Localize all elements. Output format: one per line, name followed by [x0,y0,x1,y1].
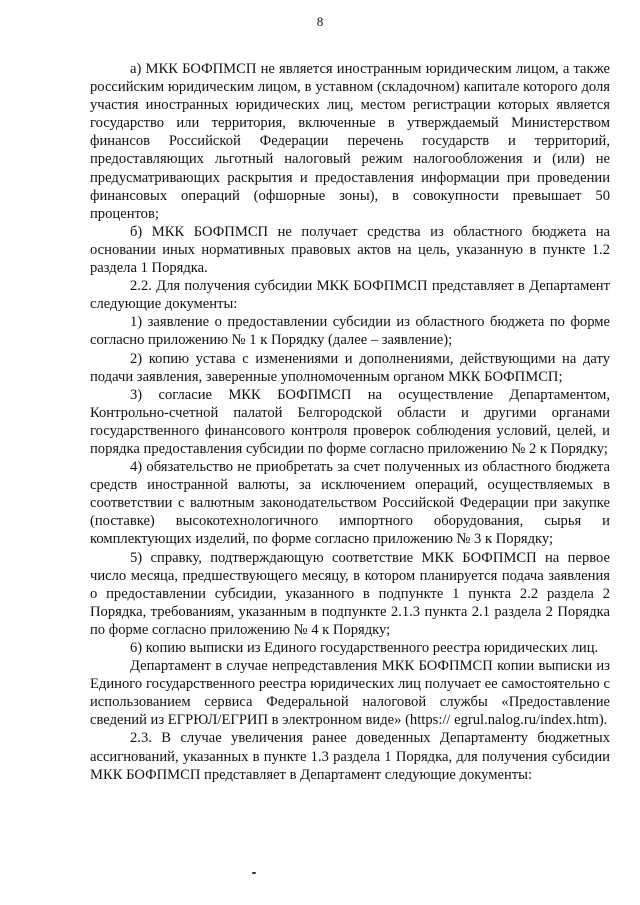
list-item-2: 2) копию устава с изменениями и дополнениями, действующими на дату подачи заявления, заверенные уполномоченным органом МКК БОФПМСП; [90,350,610,385]
list-item-5: 5) справку, подтверждающую соответствие МКК БОФПМСП на первое число месяца, предшествующего месяцу, в котором планируется подача заявления о предоставлении субсидии, указанного в подпункте 1 пункта 2.2 раздела 2 Порядка, требованиям, указанным в подпункте 2.1.3 пункта 2.1 раздела 2 Порядка по форме согласно приложению № 4 к Порядку; [90,549,610,638]
paragraph-a-clause: а) МКК БОФПМСП не является иностранным юридическим лицом, а также российским юридическим лицом, в уставном (складочном) капитале которого доля участия иностранных юридических лиц, местом регистрации которых является государство или территория, включенные в утверждаемый Министерством финансов Российской Федерации перечень государств и территорий, предоставляющих льготный налоговый режим налогообложения и (или) не предусматривающих раскрытия и предоставления информации при проведении финансовых операций (офшорные зоны), в совокупности превышает 50 процентов; [90,61,610,222]
paragraph-2-2: 2.2. Для получения субсидии МКК БОФПМСП представляет в Департамент следующие документы: [90,278,610,313]
paragraph-2-3: 2.3. В случае увеличения ранее доведенных Департаменту бюджетных ассигнований, указанных в пункте 1.3 раздела 1 Порядка, для получения субсидии МКК БОФПМСП представляет в Департамент следующие документы: [90,730,610,783]
paragraph-b-clause: б) МКК БОФПМСП не получает средства из областного бюджета на основании иных нормативных правовых актов на цель, указанную в пункте 1.2 раздела 1 Порядка. [90,223,610,277]
list-item-6: 6) копию выписки из Единого государственного реестра юридических лиц. [130,640,599,656]
paragraph-department-note: Департамент в случае непредставления МКК БОФПМСП копии выписки из Единого государственного реестра юридических лиц получает ее самостоятельно с использованием сервиса Федеральной налоговой службы «Предоставление сведений из ЕГРЮЛ/ЕГРИП в электронном виде» (https:// egrul.nalog.ru/index.htm). [90,658,610,729]
scan-mark [252,872,256,874]
page-number: 8 [316,14,324,29]
document-body [90,60,610,784]
list-item-3: 3) согласие МКК БОФПМСП на осуществление Департаментом, Контрольно-счетной палатой Белгородской области и другими органами государственного финансового контроля проверок соблюдения условий, целей, и порядка предоставления субсидии по форме согласно приложению № 2 к Порядку; [90,386,610,457]
list-item-1: 1) заявление о предоставлении субсидии из областного бюджета по форме согласно приложению № 1 к Порядку (далее – заявление); [90,314,610,349]
list-item-4: 4) обязательство не приобретать за счет полученных из областного бюджета средств иностранной валюты, за исключением операций, осуществляемых в соответствии с валютным законодательством Российской Федерации при закупке (поставке) высокотехнологичного импортного оборудования, сырья и комплектующих изделий, по форме согласно приложению № 3 к Порядку; [90,459,610,548]
